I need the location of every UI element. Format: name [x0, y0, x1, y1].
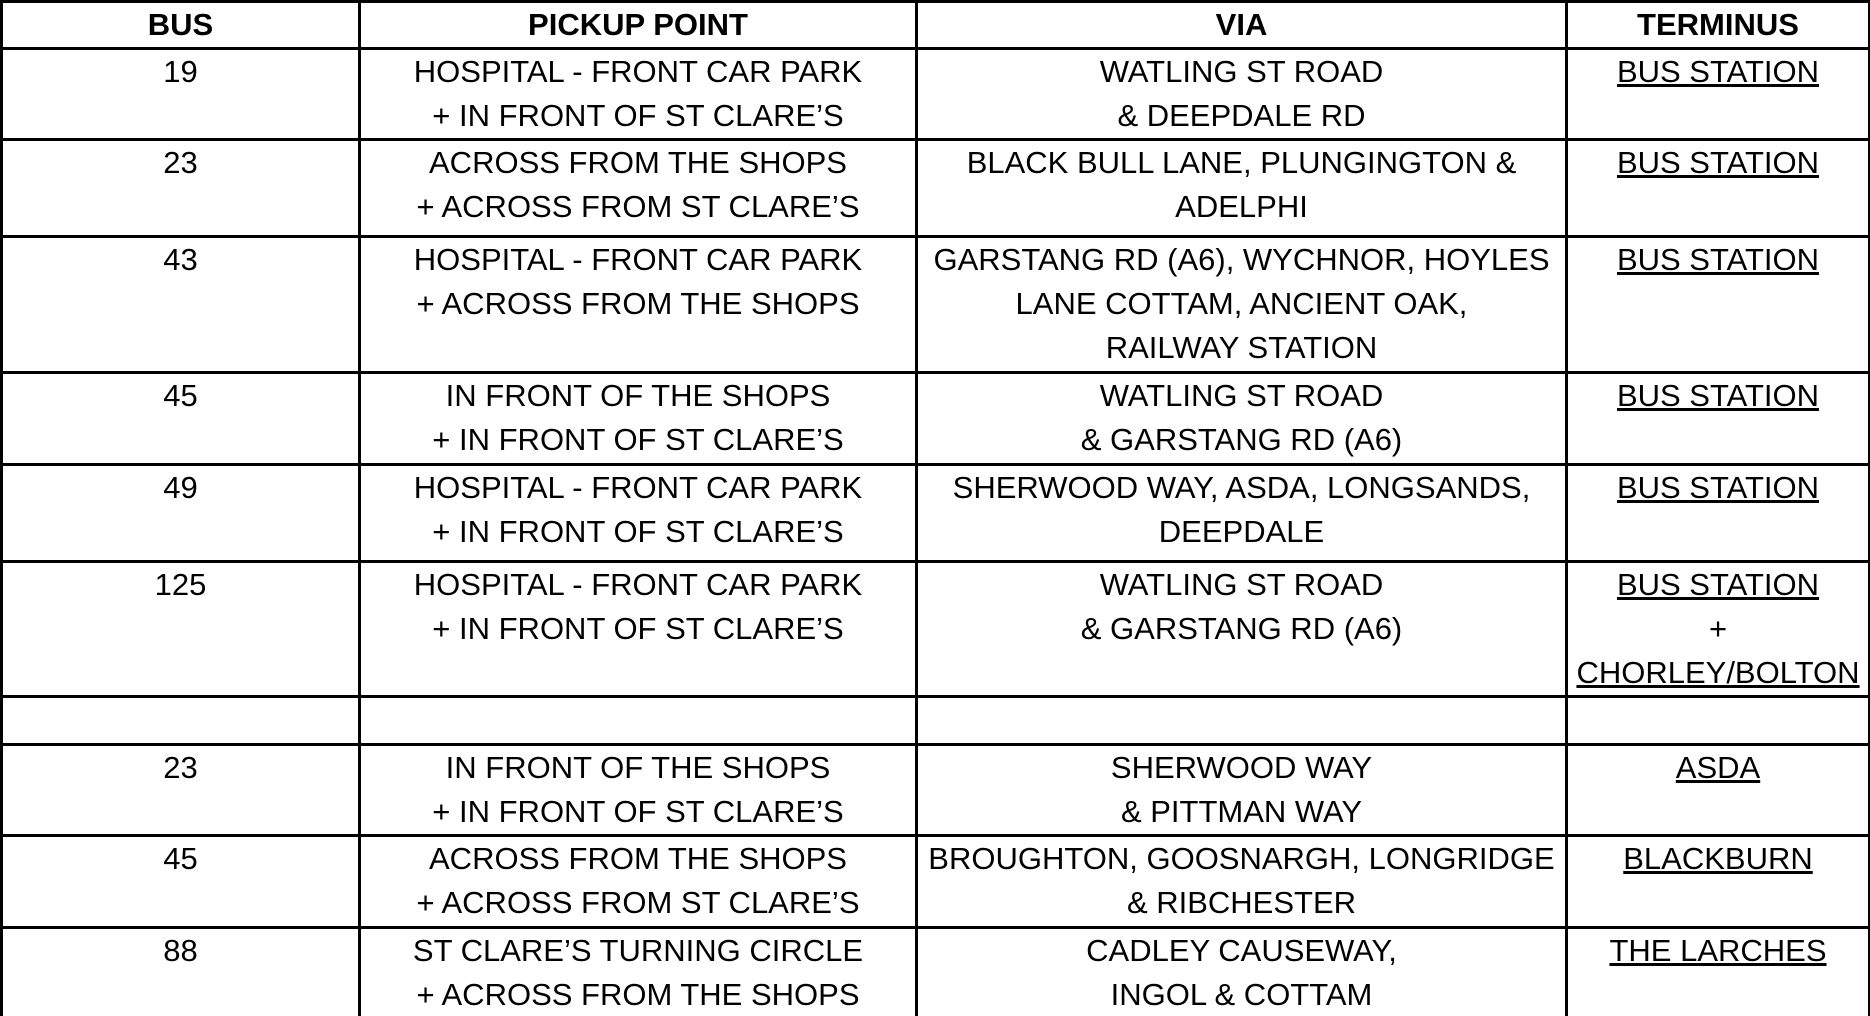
via-cell-line: BLACK BULL LANE, PLUNGINGTON &	[966, 145, 1517, 180]
bus-number: 125	[2, 562, 360, 697]
header-pickup-point: PICKUP POINT	[360, 2, 917, 49]
table-row	[2, 836, 1870, 928]
via-cell-line: BROUGHTON, GOOSNARGH, LONGRIDGE	[928, 841, 1555, 876]
bus-number: 88	[2, 928, 360, 1016]
pickup-point-cell	[360, 928, 917, 1016]
via-cell	[917, 697, 1567, 745]
pickup-point-cell-line: IN FRONT OF THE SHOPS	[445, 750, 831, 785]
pickup-point-cell	[360, 237, 917, 373]
table-body	[2, 49, 1870, 1016]
pickup-point-cell-line: + ACROSS FROM ST CLARE’S	[416, 885, 860, 920]
pickup-point-cell-line: + ACROSS FROM ST CLARE’S	[416, 189, 860, 224]
via-cell-line: GARSTANG RD (A6), WYCHNOR, HOYLES	[933, 242, 1550, 277]
terminus-cell-line[interactable]: BUS STATION	[1616, 567, 1820, 602]
pickup-point-cell-line: IN FRONT OF THE SHOPS	[445, 378, 831, 413]
via-cell-line: & DEEPDALE RD	[1117, 98, 1366, 133]
header-terminus: TERMINUS	[1567, 2, 1870, 49]
terminus-cell	[1567, 836, 1870, 928]
terminus-cell	[1567, 373, 1870, 465]
bus-number: 45	[2, 836, 360, 928]
pickup-point-cell-line: ACROSS FROM THE SHOPS	[429, 145, 847, 180]
terminus-cell-line[interactable]: BLACKBURN	[1623, 841, 1813, 876]
table-row	[2, 373, 1870, 465]
pickup-point-cell-line: ST CLARE’S TURNING CIRCLE	[412, 933, 864, 968]
bus-number	[2, 697, 360, 745]
table-row	[2, 49, 1870, 140]
terminus-cell-line[interactable]: ASDA	[1675, 750, 1761, 785]
terminus-cell-line[interactable]: THE LARCHES	[1609, 933, 1827, 968]
pickup-point-cell	[360, 465, 917, 562]
table-row	[2, 562, 1870, 697]
via-cell	[917, 49, 1567, 140]
terminus-cell	[1567, 140, 1870, 237]
bus-number: 19	[2, 49, 360, 140]
bus-number: 45	[2, 373, 360, 465]
pickup-point-cell-line: + ACROSS FROM THE SHOPS	[416, 977, 860, 1012]
via-cell-line: RAILWAY STATION	[1105, 330, 1378, 365]
table-row-blank	[2, 697, 1870, 745]
pickup-point-cell-line: HOSPITAL - FRONT CAR PARK	[413, 470, 863, 505]
pickup-point-cell	[360, 373, 917, 465]
table-header-row	[2, 2, 1870, 49]
via-cell-line: SHERWOOD WAY, ASDA, LONGSANDS,	[952, 470, 1531, 505]
table-row	[2, 237, 1870, 373]
terminus-cell-line[interactable]: BUS STATION	[1616, 54, 1820, 89]
terminus-cell-line[interactable]: BUS STATION	[1616, 470, 1820, 505]
via-cell-line: INGOL & COTTAM	[1110, 977, 1373, 1012]
via-cell-line: & PITTMAN WAY	[1120, 794, 1363, 829]
via-cell	[917, 237, 1567, 373]
via-cell	[917, 373, 1567, 465]
via-cell-line: SHERWOOD WAY	[1110, 750, 1373, 785]
pickup-point-cell-line: HOSPITAL - FRONT CAR PARK	[413, 242, 863, 277]
via-cell-line: & RIBCHESTER	[1126, 885, 1357, 920]
via-cell-line: ADELPHI	[1175, 189, 1308, 224]
table-row	[2, 745, 1870, 836]
pickup-point-cell-line: + ACROSS FROM THE SHOPS	[416, 286, 860, 321]
via-cell-line: WATLING ST ROAD	[1099, 54, 1384, 89]
terminus-cell-line: +	[1708, 611, 1728, 646]
terminus-cell-line[interactable]: BUS STATION	[1616, 242, 1820, 277]
via-cell-line: LANE COTTAM, ANCIENT OAK,	[1015, 286, 1468, 321]
pickup-point-cell	[360, 836, 917, 928]
pickup-point-cell-line: HOSPITAL - FRONT CAR PARK	[413, 54, 863, 89]
terminus-cell	[1567, 697, 1870, 745]
pickup-point-cell-line: ACROSS FROM THE SHOPS	[429, 841, 847, 876]
table-row	[2, 140, 1870, 237]
terminus-cell-line[interactable]: CHORLEY/BOLTON	[1576, 655, 1860, 690]
pickup-point-cell	[360, 562, 917, 697]
via-cell	[917, 562, 1567, 697]
terminus-cell	[1567, 745, 1870, 836]
via-cell-line: DEEPDALE	[1158, 514, 1325, 549]
terminus-cell	[1567, 237, 1870, 373]
table-row	[2, 928, 1870, 1016]
table-row	[2, 465, 1870, 562]
bus-number: 23	[2, 745, 360, 836]
pickup-point-cell-line: HOSPITAL - FRONT CAR PARK	[413, 567, 863, 602]
header-via: VIA	[917, 2, 1567, 49]
terminus-cell	[1567, 49, 1870, 140]
via-cell	[917, 140, 1567, 237]
via-cell-line: & GARSTANG RD (A6)	[1080, 611, 1403, 646]
pickup-point-cell-line: + IN FRONT OF ST CLARE’S	[432, 98, 844, 133]
pickup-point-cell	[360, 745, 917, 836]
pickup-point-cell-line: + IN FRONT OF ST CLARE’S	[432, 422, 844, 457]
pickup-point-cell	[360, 697, 917, 745]
via-cell-line: CADLEY CAUSEWAY,	[1086, 933, 1397, 968]
bus-number: 23	[2, 140, 360, 237]
via-cell	[917, 745, 1567, 836]
terminus-cell	[1567, 562, 1870, 697]
pickup-point-cell-line: + IN FRONT OF ST CLARE’S	[432, 611, 844, 646]
terminus-cell	[1567, 465, 1870, 562]
header-bus: BUS	[2, 2, 360, 49]
pickup-point-cell-line: + IN FRONT OF ST CLARE’S	[432, 794, 844, 829]
bus-number: 43	[2, 237, 360, 373]
terminus-cell	[1567, 928, 1870, 1016]
bus-number: 49	[2, 465, 360, 562]
terminus-cell-line[interactable]: BUS STATION	[1616, 145, 1820, 180]
via-cell	[917, 836, 1567, 928]
via-cell-line: & GARSTANG RD (A6)	[1080, 422, 1403, 457]
pickup-point-cell-line: + IN FRONT OF ST CLARE’S	[432, 514, 844, 549]
via-cell-line: WATLING ST ROAD	[1099, 378, 1384, 413]
pickup-point-cell	[360, 49, 917, 140]
via-cell-line: WATLING ST ROAD	[1099, 567, 1384, 602]
via-cell	[917, 928, 1567, 1016]
terminus-cell-line[interactable]: BUS STATION	[1616, 378, 1820, 413]
pickup-point-cell	[360, 140, 917, 237]
via-cell	[917, 465, 1567, 562]
